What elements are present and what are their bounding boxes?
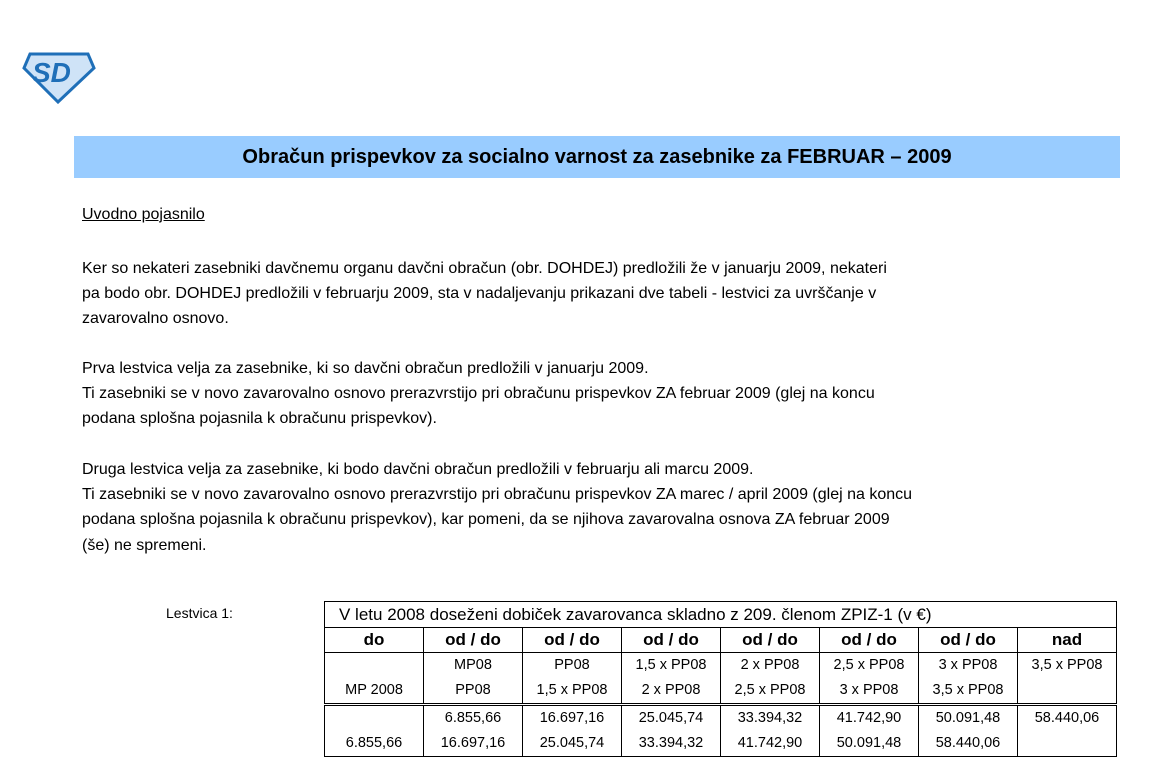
lower-bound: 1,5 x PP08: [635, 657, 707, 673]
column-header: od / do: [721, 628, 820, 653]
text-line: podana splošna pojasnila k obračunu prispevkov), kar pomeni, da se njihova zavarovalna osnova ZA februar 2009: [82, 511, 890, 529]
lower-bound: 3 x PP08: [938, 657, 998, 673]
paragraph-1: [82, 256, 1122, 332]
intro-heading: Uvodno pojasnilo: [82, 206, 205, 223]
lower-bound: 16.697,16: [539, 710, 605, 726]
column-header: od / do: [523, 628, 622, 653]
lower-bound: 50.091,48: [935, 710, 1001, 726]
upper-bound: 3,5 x PP08: [932, 682, 1004, 698]
text-line: Ker so nekateri zasebniki davčnemu organu davčni obračun (obr. DOHDEJ) predložili že v januarju 2009, nekateri: [82, 260, 887, 277]
upper-bound: 25.045,74: [539, 735, 605, 751]
table-cell: [622, 653, 721, 705]
page-title: Obračun prispevkov za socialno varnost za zasebnike za FEBRUAR – 2009: [74, 136, 1120, 178]
svg-text:SD: SD: [32, 57, 71, 88]
upper-bound: [1018, 678, 1116, 703]
paragraph-2: [82, 356, 1122, 432]
table-cell: [919, 653, 1018, 705]
text-line: pa bodo obr. DOHDEJ predložili v februarju 2009, sta v nadaljevanju prikazani dve tabeli - lestvici za uvrščanje v: [82, 285, 877, 303]
table-cell: [1018, 705, 1117, 757]
lower-bound: 6.855,66: [444, 710, 502, 726]
lower-bound: 2 x PP08: [740, 657, 800, 673]
text-line: Ti zasebniki se v novo zavarovalno osnovo prerazvrstijo pri obračunu prispevkov ZA februar 2009 (glej na koncu: [82, 385, 875, 403]
table-cell: [424, 653, 523, 705]
column-header: od / do: [622, 628, 721, 653]
table-label: Lestvica 1:: [166, 605, 233, 621]
lower-bound: MP08: [454, 657, 492, 673]
sd-logo-icon: [22, 50, 96, 104]
text-line: zavarovalno osnovo.: [82, 310, 229, 328]
upper-bound: 16.697,16: [440, 735, 506, 751]
paragraph-3: [82, 457, 1122, 558]
table-cell: [820, 705, 919, 757]
text-line: Ti zasebniki se v novo zavarovalno osnovo prerazvrstijo pri obračunu prispevkov ZA marec / april 2009 (glej na koncu: [82, 486, 913, 504]
lower-bound: 58.440,06: [1034, 710, 1100, 726]
lower-bound: 33.394,32: [737, 710, 803, 726]
table-cell: [820, 653, 919, 705]
column-header: nad: [1018, 628, 1117, 653]
lower-bound: 25.045,74: [638, 710, 704, 726]
text-line: Prva lestvica velja za zasebnike, ki so davčni obračun predložili v januarju 2009.: [82, 360, 649, 377]
lower-bound: 41.742,90: [836, 710, 902, 726]
table-cell: [721, 653, 820, 705]
text-line: Druga lestvica velja za zasebnike, ki bodo davčni obračun predložili v februarju ali marcu 2009.: [82, 461, 754, 478]
table-title: V letu 2008 doseženi dobiček zavarovanca skladno z 209. členom ZPIZ-1 (v €): [325, 602, 1117, 628]
lower-bound: [325, 706, 423, 731]
upper-bound: MP 2008: [345, 682, 403, 698]
upper-bound: 50.091,48: [836, 735, 902, 751]
upper-bound: PP08: [455, 682, 491, 698]
lower-bound: [325, 653, 423, 678]
upper-bound: 2 x PP08: [641, 682, 701, 698]
table-cell: [919, 705, 1018, 757]
table-cell: [325, 653, 424, 705]
table-row: [325, 653, 1117, 705]
lower-bound: PP08: [554, 657, 590, 673]
table-cell: [523, 705, 622, 757]
upper-bound: 6.855,66: [345, 735, 403, 751]
text-line: (še) ne spremeni.: [82, 536, 207, 554]
table-cell: [721, 705, 820, 757]
table-cell: [523, 653, 622, 705]
column-header: od / do: [820, 628, 919, 653]
text-line: podana splošna pojasnila k obračunu prispevkov).: [82, 410, 437, 428]
upper-bound: 41.742,90: [737, 735, 803, 751]
column-header: od / do: [424, 628, 523, 653]
table-cell: [325, 705, 424, 757]
upper-bound: [1018, 731, 1116, 756]
table-cell: [424, 705, 523, 757]
table-row: [325, 705, 1117, 757]
table-cell: [1018, 653, 1117, 705]
upper-bound: 1,5 x PP08: [536, 682, 608, 698]
upper-bound: 33.394,32: [638, 735, 704, 751]
column-header: do: [325, 628, 424, 653]
contribution-table: [324, 601, 1117, 757]
lower-bound: 2,5 x PP08: [833, 657, 905, 673]
lower-bound: 3,5 x PP08: [1031, 657, 1103, 673]
upper-bound: 58.440,06: [935, 735, 1001, 751]
table-cell: [622, 705, 721, 757]
upper-bound: 2,5 x PP08: [734, 682, 806, 698]
upper-bound: 3 x PP08: [839, 682, 899, 698]
column-header: od / do: [919, 628, 1018, 653]
